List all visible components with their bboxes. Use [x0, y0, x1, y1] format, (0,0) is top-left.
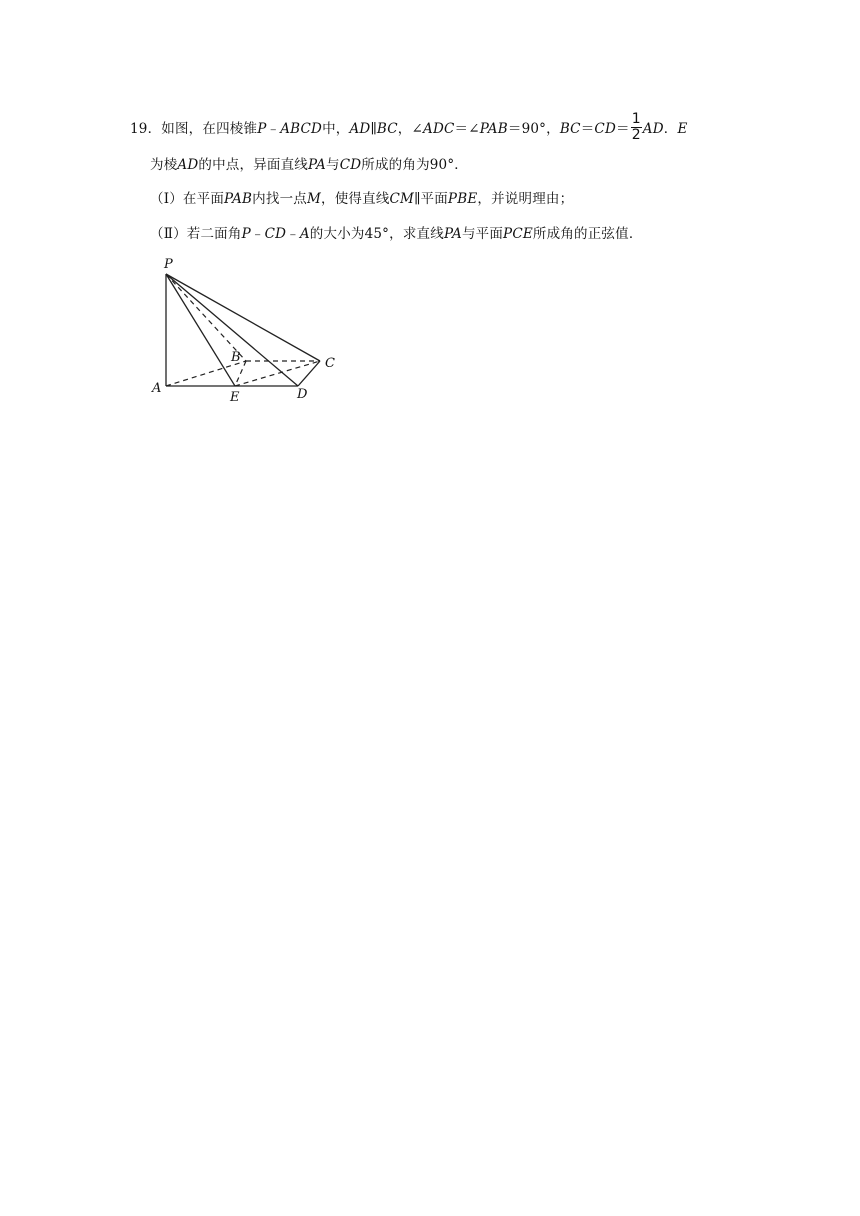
problem-line-1: 19．如图，在四棱锥P﹣ABCD中，AD∥BC，∠ADC＝∠PAB＝90°，BC＝CD＝ $\frac{1}{2}$ AD．E	[130, 111, 688, 143]
label-E: E	[230, 390, 240, 405]
label-D: D	[297, 387, 308, 402]
fraction-one-half: $\frac{1}{2}$	[631, 111, 641, 143]
problem-line-2: 为棱AD的中点，异面直线PA与CD所成的角为90°．	[150, 157, 468, 173]
problem-number: 19．	[130, 121, 162, 137]
label-P: P	[164, 257, 173, 272]
edge-AB	[166, 361, 246, 386]
edge-EC	[235, 361, 320, 386]
problem-part-2: （Ⅱ）若二面角P﹣CD﹣A的大小为45°，求直线PA与平面PCE所成角的正弦值．	[150, 226, 643, 242]
label-A: A	[152, 381, 162, 396]
edge-PE	[166, 274, 235, 386]
label-C: C	[325, 356, 335, 371]
edge-CD	[298, 361, 320, 386]
label-B: B	[231, 350, 241, 365]
edge-PD	[166, 274, 298, 386]
edge-BE	[235, 361, 246, 386]
problem-part-1: （Ⅰ）在平面PAB内找一点M，使得直线CM∥平面PBE，并说明理由；	[150, 191, 574, 207]
edge-PB	[166, 274, 246, 361]
edge-PC	[166, 274, 320, 361]
